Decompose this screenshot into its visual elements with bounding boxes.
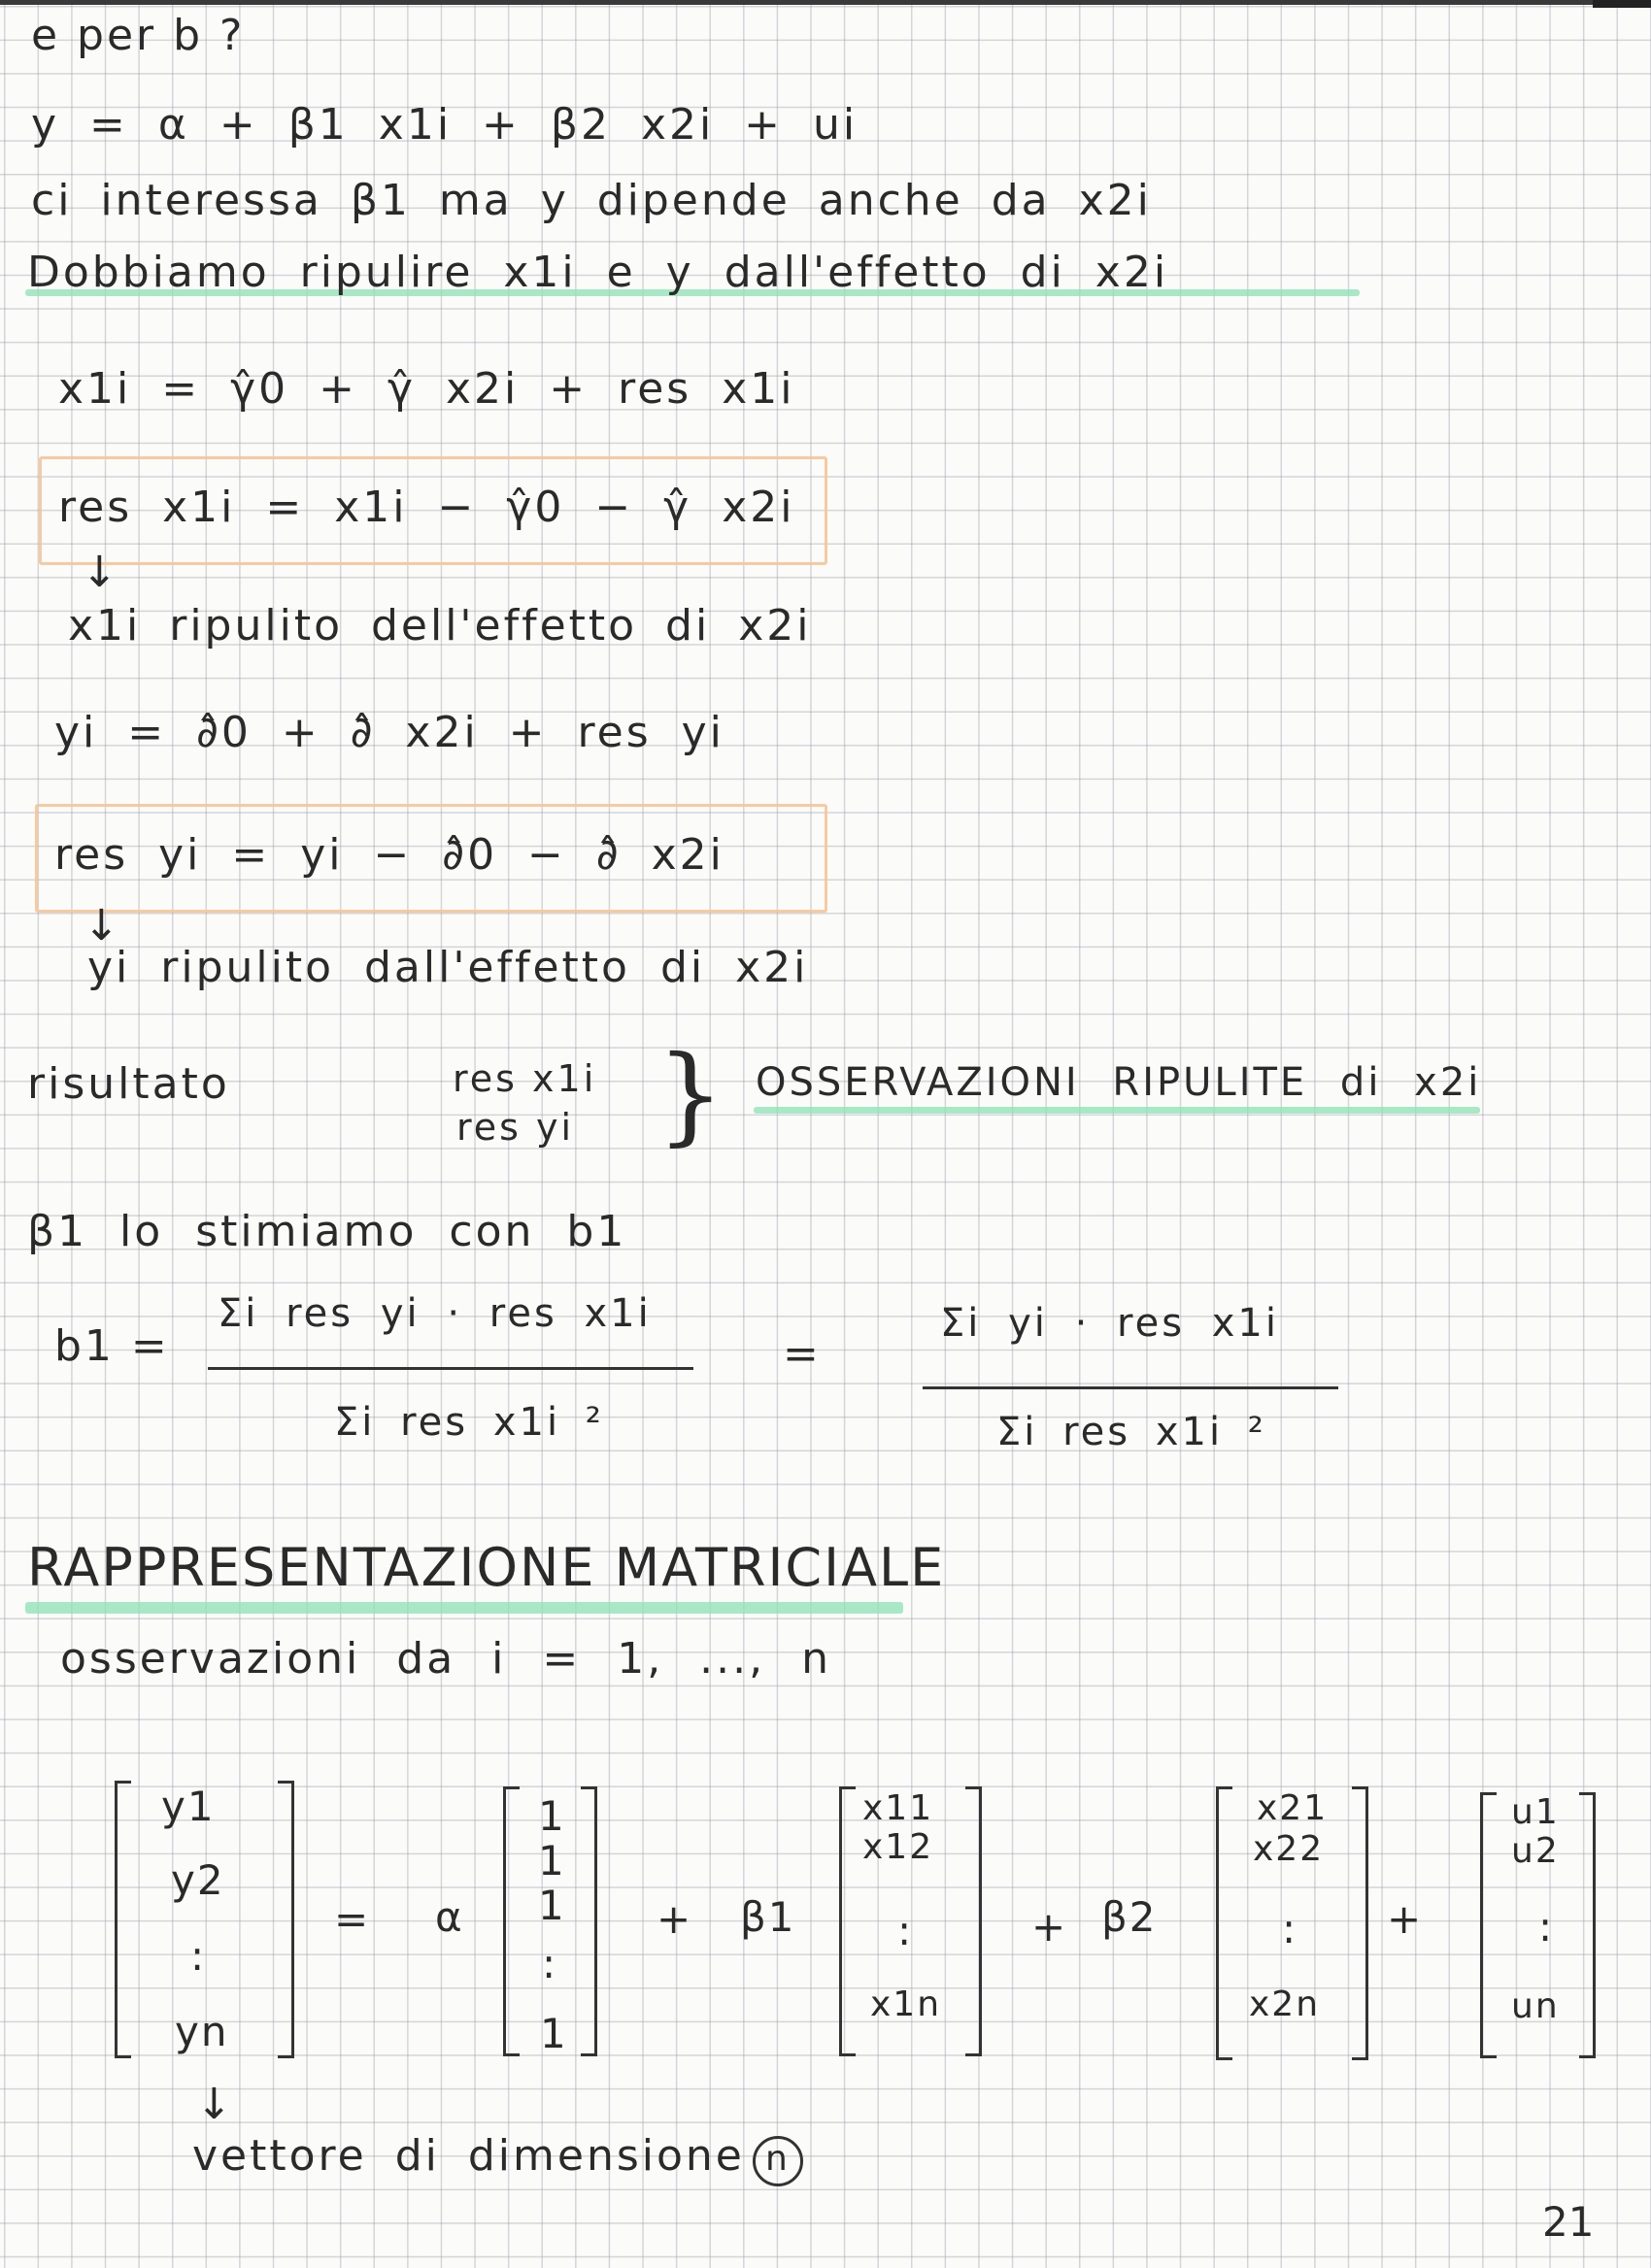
x1-entry: x12 [862,1827,934,1867]
bracket-right [278,1781,294,2058]
line-dobbiamo: Dobbiamo ripulire x1i e y dall'effetto di x2i [27,248,1169,297]
fraction-bar-1 [208,1367,693,1370]
line-e-per-b: e per b ? [31,11,246,60]
u-entry: : [1538,1903,1555,1951]
section-title: RAPPRESENTAZIONE MATRICIALE [27,1537,946,1598]
alpha-coefficient: α [435,1893,464,1941]
x2-entry: : [1282,1905,1298,1952]
u-entry: u1 [1511,1792,1560,1832]
line-beta1-stimiamo: β1 lo stimiamo con b1 [27,1207,627,1256]
line-osservazioni-ripulite: OSSERVAZIONI RIPULITE di x2i [756,1060,1482,1105]
x1-entry: x1n [870,1984,942,2024]
beta1-coefficient: β1 [740,1893,796,1941]
line-res-yi-short: res yi [456,1106,575,1149]
line-osservazioni-range: osservazioni da i = 1, ..., n [60,1634,831,1684]
bracket-left [839,1786,856,2056]
y-entry: yn [175,2008,229,2055]
ones-entry: : [542,1940,558,1987]
bracket-right [965,1786,982,2056]
formula-den-2: Σi res x1i ² [996,1410,1266,1454]
line-interessa: ci interessa β1 ma y dipende anche da x2i [31,176,1152,225]
bracket-left [115,1781,131,2058]
x2-entry: x21 [1257,1788,1329,1828]
plus-sign: + [1387,1895,1424,1943]
formula-num-1: Σi res yi · res x1i [218,1291,652,1336]
page-corner [1593,0,1651,8]
plus-sign: + [657,1895,693,1943]
plus-sign: + [1031,1903,1068,1951]
page-top-edge [0,0,1651,5]
u-entry: un [1511,1986,1560,2026]
x2-entry: x2n [1249,1984,1321,2024]
x2-entry: x22 [1253,1829,1325,1869]
ones-entry: 1 [538,1792,566,1840]
ones-entry: 1 [538,1882,566,1929]
bracket-right [581,1786,597,2056]
u-entry: u2 [1511,1831,1560,1871]
arrow-down-icon: ↓ [84,901,119,951]
arrow-down-icon: ↓ [82,548,118,597]
formula-b1-label: b1 = [54,1321,170,1371]
line-yi-regression: yi = ∂̂0 + ∂̂ x2i + res yi [54,708,724,757]
line-x1i-regression: x1i = γ̂0 + γ̂ x2i + res x1i [58,364,795,414]
bracket-left [1480,1792,1497,2058]
ones-entry: 1 [538,1837,566,1884]
bracket-right [1352,1786,1368,2060]
page-number: 21 [1542,2198,1595,2246]
vettore-text: vettore di dimensione [192,2131,745,2181]
circled-n: n [753,2136,803,2186]
x1-entry: x11 [862,1788,934,1828]
beta2-coefficient: β2 [1101,1893,1158,1941]
x1-entry: : [897,1907,914,1954]
ones-entry: 1 [540,2010,568,2057]
highlight-osservazioni [754,1107,1480,1114]
bracket-left [1216,1786,1232,2060]
line-vettore [192,2132,803,2186]
formula-den-1: Σi res x1i ² [334,1400,604,1445]
fraction-bar-2 [923,1386,1338,1389]
line-x1i-ripulito: x1i ripulito dell'effetto di x2i [68,601,812,650]
brace-icon: } [657,1032,724,1156]
line-res-x1i: res x1i = x1i − γ̂0 − γ̂ x2i [58,483,795,532]
line-model: y = α + β1 x1i + β2 x2i + ui [31,100,859,150]
formula-num-2: Σi yi · res x1i [940,1301,1279,1346]
y-entry: y1 [161,1783,216,1830]
formula-equals: = [783,1329,822,1379]
y-entry: : [190,1932,207,1980]
arrow-down-icon: ↓ [196,2080,232,2129]
bracket-left [503,1786,520,2056]
line-res-yi: res yi = yi − ∂̂0 − ∂̂ x2i [54,830,724,880]
line-risultato: risultato [27,1059,230,1109]
y-entry: y2 [171,1856,225,1904]
matrix-equals: = [334,1895,371,1943]
line-res-x1i-short: res x1i [453,1057,597,1100]
bracket-right [1579,1792,1596,2058]
highlight-rappresentazione [25,1602,903,1614]
line-yi-ripulito: yi ripulito dall'effetto di x2i [87,943,809,992]
